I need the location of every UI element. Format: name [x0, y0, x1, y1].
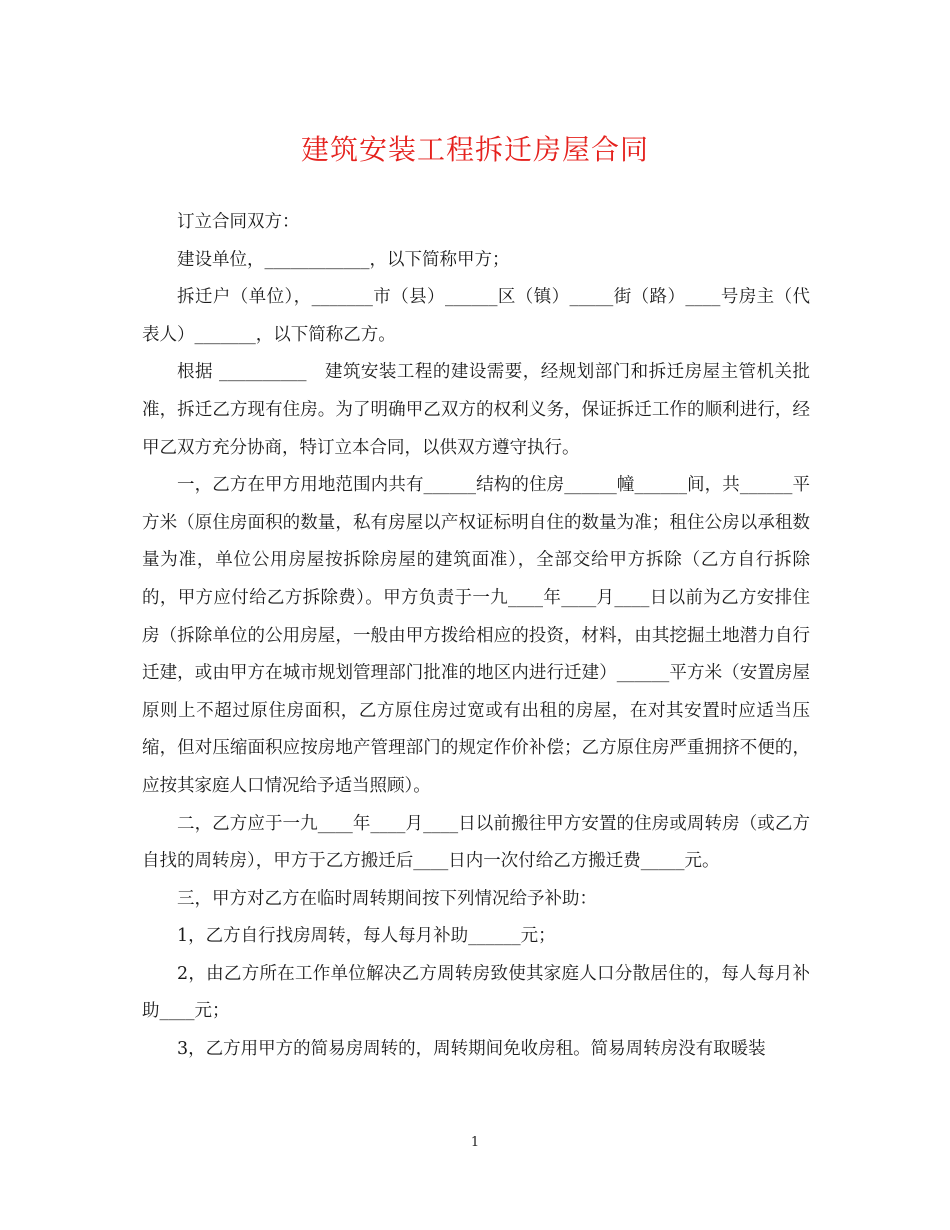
- paragraph: 订立合同双方：: [177, 212, 300, 232]
- page-number: 1: [470, 1135, 480, 1150]
- paragraph: 拆迁户（单位），_______市（县）______区（镇）_____街（路）____号房主（代表人）_______，以下简称乙方。: [142, 287, 810, 345]
- paragraph: 二，乙方应于一九____年____月____日以前搬往甲方安置的住房或周转房（或乙方自找的周转房），甲方于乙方搬迁后____日内一次付给乙方搬迁费_____元。: [142, 813, 810, 872]
- document-body: [142, 204, 810, 1069]
- paragraph: 根据 __________ 建筑安装工程的建设需要，经规划部门和拆迁房屋主管机关批准，拆迁乙方现有住房。为了明确甲乙双方的权利义务，保证拆迁工作的顺利进行，经甲乙双方充分协商，特订立本合同，以供双方遵守执行。: [142, 362, 810, 458]
- paragraph: 三，甲方对乙方在临时周转期间按下列情况给予补助：: [177, 888, 597, 909]
- paragraph: 1，乙方自行找房周转，每人每月补助______元；: [177, 926, 556, 947]
- paragraph: 建设单位，____________，以下简称甲方；: [177, 249, 510, 270]
- paragraph: 一，乙方在甲方用地范围内共有______结构的住房______幢______间，共______平方米（原住房面积的数量，私有房屋以产权证标明自住的数量为准；租住公房以承租数量为准，单位公用房屋按拆除房屋的建筑面准），全部交给甲方拆除（乙方自行拆除的，甲方应付给乙方拆除费）。甲方负责于一九____年____月____日以前为乙方安排住房（拆除单位的公用房屋，一般由甲方拨给相应的投资，材料，由其挖掘土地潜力自行迁建，或由甲方在城市规划管理部门批准的地区内进行迁建）______平方米（安置房屋原则上不超过原住房面积，乙方原住房过宽或有出租的房屋，在对其安置时应适当压缩，但对压缩面积应按房地产管理部门的规定作价补偿；乙方原住房严重拥挤不便的，应按其家庭人口情况给予适当照顾）。: [142, 475, 810, 796]
- document-title: 建筑安装工程拆迁房屋合同: [300, 133, 649, 166]
- paragraph: 3，乙方用甲方的简易房周转的，周转期间免收房租。简易周转房没有取暖装: [177, 1039, 766, 1060]
- paragraph: 2，由乙方所在工作单位解决乙方周转房致使其家庭人口分散居住的，每人每月补助____元；: [142, 963, 810, 1022]
